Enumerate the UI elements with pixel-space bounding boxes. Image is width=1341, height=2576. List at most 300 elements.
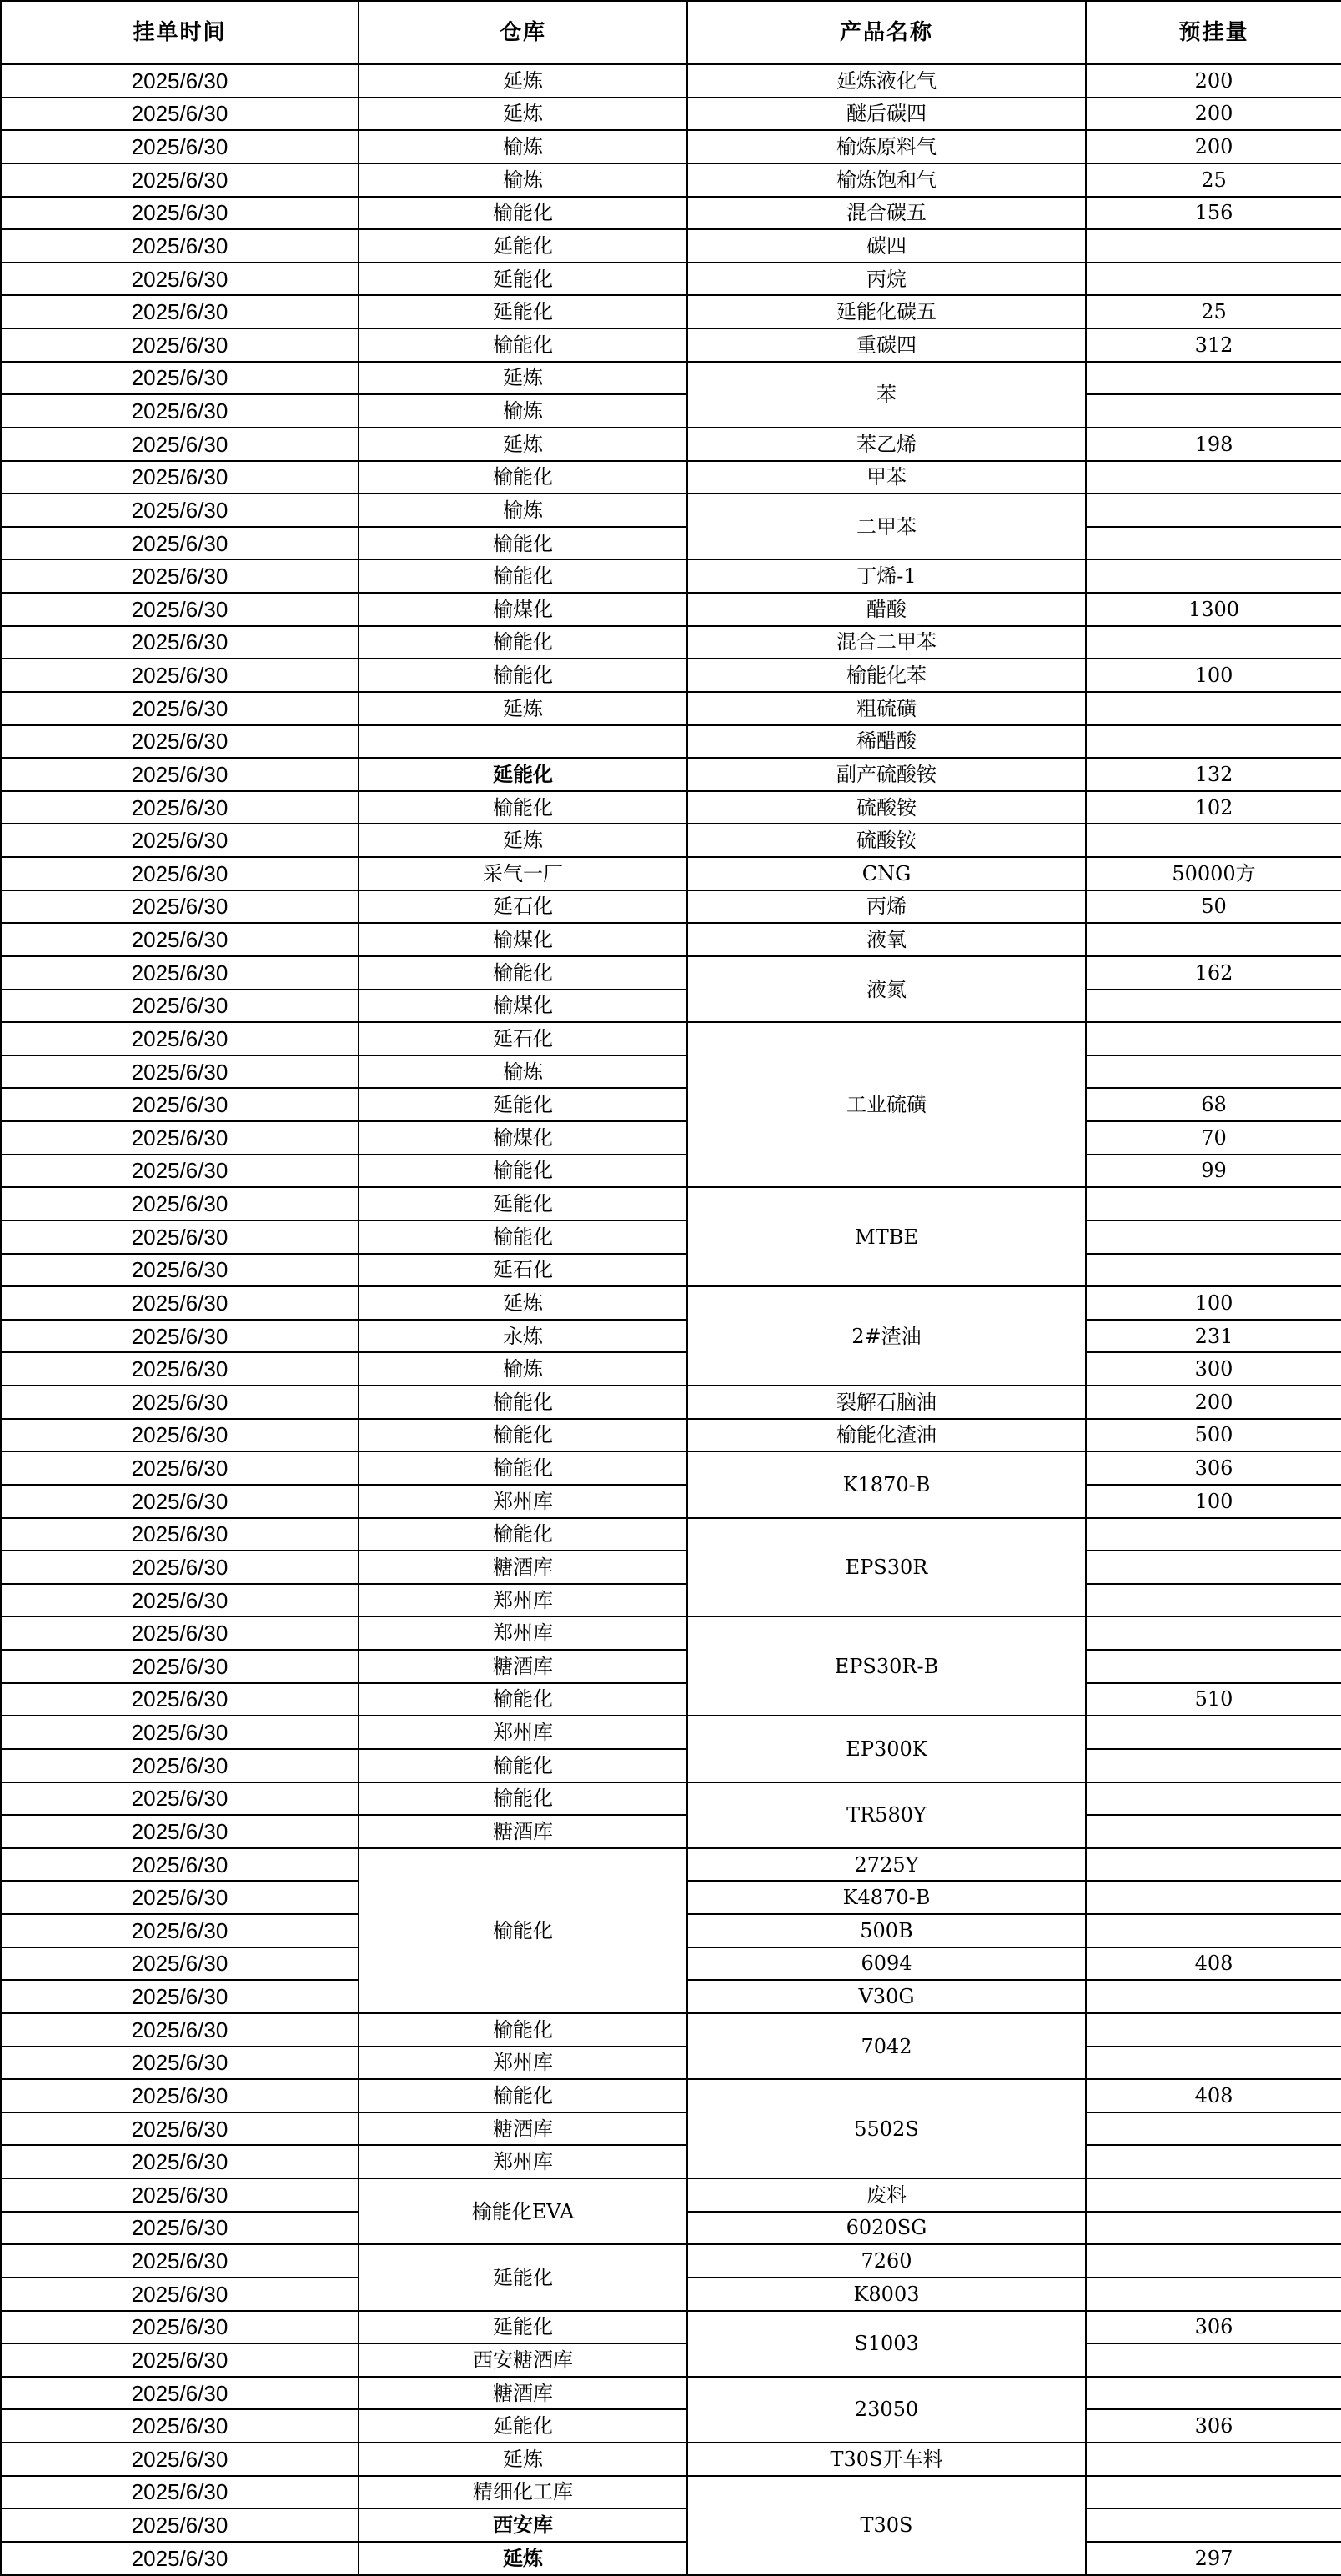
cell-quantity: 408 bbox=[1086, 1947, 1341, 1981]
cell-warehouse: 延能化 bbox=[359, 229, 687, 263]
cell-product: TR580Y bbox=[687, 1782, 1086, 1848]
cell-product: 7260 bbox=[687, 2244, 1086, 2278]
cell-product: 6020SG bbox=[687, 2212, 1086, 2245]
cell-product: CNG bbox=[687, 857, 1086, 890]
cell-warehouse: 糖酒库 bbox=[359, 2112, 687, 2146]
cell-quantity: 200 bbox=[1086, 98, 1341, 131]
table-row bbox=[1, 1716, 1341, 1749]
cell-product: 5502S bbox=[687, 2079, 1086, 2178]
cell-product: 硫酸铵 bbox=[687, 791, 1086, 824]
cell-warehouse: 榆能化 bbox=[359, 559, 687, 593]
cell-warehouse: 榆炼 bbox=[359, 394, 687, 428]
cell-warehouse: 延石化 bbox=[359, 1254, 687, 1287]
table-body bbox=[1, 64, 1341, 2575]
cell-date: 2025/6/30 bbox=[1, 990, 359, 1023]
header-date: 挂单时间 bbox=[1, 1, 359, 64]
table-row bbox=[1, 263, 1341, 296]
cell-quantity bbox=[1086, 1616, 1341, 1650]
cell-warehouse: 榆能化 bbox=[359, 1155, 687, 1188]
cell-warehouse: 榆能化 bbox=[359, 1518, 687, 1551]
cell-quantity bbox=[1086, 1749, 1341, 1782]
cell-quantity bbox=[1086, 2476, 1341, 2509]
cell-warehouse: 采气一厂 bbox=[359, 857, 687, 890]
header-product: 产品名称 bbox=[687, 1, 1086, 64]
cell-date: 2025/6/30 bbox=[1, 2443, 359, 2476]
table-row bbox=[1, 461, 1341, 494]
cell-product: S1003 bbox=[687, 2311, 1086, 2377]
cell-date: 2025/6/30 bbox=[1, 1518, 359, 1551]
table-row bbox=[1, 1518, 1341, 1551]
cell-warehouse: 榆能化 bbox=[359, 1220, 687, 1254]
cell-date: 2025/6/30 bbox=[1, 1386, 359, 1419]
cell-warehouse: 榆煤化 bbox=[359, 593, 687, 626]
cell-warehouse: 榆能化EVA bbox=[359, 2178, 687, 2244]
cell-date: 2025/6/30 bbox=[1, 1551, 359, 1584]
cell-date: 2025/6/30 bbox=[1, 1815, 359, 1848]
cell-date: 2025/6/30 bbox=[1, 229, 359, 263]
cell-product: 延炼液化气 bbox=[687, 64, 1086, 98]
table-row bbox=[1, 1286, 1341, 1320]
cell-quantity bbox=[1086, 1022, 1341, 1055]
cell-warehouse: 西安糖酒库 bbox=[359, 2343, 687, 2377]
cell-date: 2025/6/30 bbox=[1, 428, 359, 461]
cell-product: 碳四 bbox=[687, 229, 1086, 263]
cell-warehouse: 榆能化 bbox=[359, 626, 687, 659]
cell-date: 2025/6/30 bbox=[1, 1881, 359, 1914]
cell-product: 二甲苯 bbox=[687, 494, 1086, 559]
cell-date: 2025/6/30 bbox=[1, 559, 359, 593]
cell-quantity: 408 bbox=[1086, 2079, 1341, 2112]
table-row bbox=[1, 791, 1341, 824]
table-row bbox=[1, 428, 1341, 461]
cell-date: 2025/6/30 bbox=[1, 1088, 359, 1121]
cell-warehouse: 延炼 bbox=[359, 1286, 687, 1320]
cell-warehouse: 郑州库 bbox=[359, 2145, 687, 2178]
cell-product: 混合二甲苯 bbox=[687, 626, 1086, 659]
cell-warehouse: 延炼 bbox=[359, 692, 687, 725]
table-row bbox=[1, 197, 1341, 230]
cell-date: 2025/6/30 bbox=[1, 130, 359, 163]
cell-quantity bbox=[1086, 1716, 1341, 1749]
cell-product: 6094 bbox=[687, 1947, 1086, 1981]
cell-date: 2025/6/30 bbox=[1, 1616, 359, 1650]
cell-date: 2025/6/30 bbox=[1, 328, 359, 362]
cell-product: 副产硫酸铵 bbox=[687, 758, 1086, 791]
cell-quantity: 306 bbox=[1086, 2409, 1341, 2443]
cell-product: 丙烯 bbox=[687, 890, 1086, 924]
cell-product: EPS30R bbox=[687, 1518, 1086, 1617]
cell-warehouse: 榆煤化 bbox=[359, 1121, 687, 1155]
table-row bbox=[1, 2409, 1341, 2443]
cell-quantity: 231 bbox=[1086, 1320, 1341, 1353]
table-row bbox=[1, 1683, 1341, 1716]
cell-warehouse: 延石化 bbox=[359, 890, 687, 924]
cell-quantity: 306 bbox=[1086, 1451, 1341, 1485]
cell-date: 2025/6/30 bbox=[1, 2079, 359, 2112]
cell-quantity bbox=[1086, 2047, 1341, 2080]
cell-date: 2025/6/30 bbox=[1, 857, 359, 890]
cell-date: 2025/6/30 bbox=[1, 1451, 359, 1485]
cell-warehouse: 榆煤化 bbox=[359, 923, 687, 956]
cell-warehouse: 延炼 bbox=[359, 2443, 687, 2476]
cell-warehouse: 榆煤化 bbox=[359, 990, 687, 1023]
cell-product: 500B bbox=[687, 1914, 1086, 1947]
cell-warehouse: 榆能化 bbox=[359, 461, 687, 494]
cell-product: 苯乙烯 bbox=[687, 428, 1086, 461]
cell-date: 2025/6/30 bbox=[1, 1584, 359, 1617]
cell-quantity: 50 bbox=[1086, 890, 1341, 924]
cell-date: 2025/6/30 bbox=[1, 890, 359, 924]
cell-date: 2025/6/30 bbox=[1, 1254, 359, 1287]
cell-quantity bbox=[1086, 1187, 1341, 1220]
table-row bbox=[1, 64, 1341, 98]
cell-warehouse: 延炼 bbox=[359, 98, 687, 131]
cell-quantity bbox=[1086, 527, 1341, 560]
cell-date: 2025/6/30 bbox=[1, 758, 359, 791]
cell-warehouse: 榆能化 bbox=[359, 791, 687, 824]
table-row bbox=[1, 923, 1341, 956]
cell-quantity bbox=[1086, 692, 1341, 725]
cell-product: 混合碳五 bbox=[687, 197, 1086, 230]
cell-warehouse: 郑州库 bbox=[359, 1616, 687, 1650]
cell-product: T30S开车料 bbox=[687, 2443, 1086, 2476]
cell-quantity: 68 bbox=[1086, 1088, 1341, 1121]
cell-product: T30S bbox=[687, 2476, 1086, 2575]
cell-product: 丙烷 bbox=[687, 263, 1086, 296]
cell-date: 2025/6/30 bbox=[1, 1782, 359, 1816]
cell-quantity: 70 bbox=[1086, 1121, 1341, 1155]
cell-warehouse: 榆炼 bbox=[359, 163, 687, 197]
cell-quantity bbox=[1086, 1914, 1341, 1947]
cell-warehouse: 榆能化 bbox=[359, 1848, 687, 2013]
table-row bbox=[1, 1088, 1341, 1121]
cell-product: MTBE bbox=[687, 1187, 1086, 1286]
cell-warehouse: 精细化工库 bbox=[359, 2476, 687, 2509]
cell-product: 丁烯-1 bbox=[687, 559, 1086, 593]
table-row bbox=[1, 98, 1341, 131]
cell-product: 粗硫磺 bbox=[687, 692, 1086, 725]
cell-date: 2025/6/30 bbox=[1, 1980, 359, 2013]
cell-warehouse: 延能化 bbox=[359, 1187, 687, 1220]
header-quantity: 预挂量 bbox=[1086, 1, 1341, 64]
cell-quantity bbox=[1086, 1220, 1341, 1254]
cell-date: 2025/6/30 bbox=[1, 1650, 359, 1683]
table-row bbox=[1, 1616, 1341, 1650]
table-row bbox=[1, 295, 1341, 328]
cell-product: 榆能化渣油 bbox=[687, 1419, 1086, 1452]
cell-quantity bbox=[1086, 2278, 1341, 2311]
cell-warehouse: 榆炼 bbox=[359, 494, 687, 527]
cell-warehouse: 延能化 bbox=[359, 295, 687, 328]
table-row bbox=[1, 1352, 1341, 1386]
cell-warehouse bbox=[359, 725, 687, 759]
cell-date: 2025/6/30 bbox=[1, 362, 359, 395]
cell-quantity bbox=[1086, 1584, 1341, 1617]
cell-date: 2025/6/30 bbox=[1, 2047, 359, 2080]
cell-date: 2025/6/30 bbox=[1, 791, 359, 824]
cell-warehouse: 榆能化 bbox=[359, 1683, 687, 1716]
cell-warehouse: 榆能化 bbox=[359, 197, 687, 230]
table-row bbox=[1, 1815, 1341, 1848]
table-row bbox=[1, 1155, 1341, 1188]
cell-warehouse: 延能化 bbox=[359, 263, 687, 296]
cell-date: 2025/6/30 bbox=[1, 527, 359, 560]
table-row bbox=[1, 362, 1341, 395]
cell-warehouse: 延能化 bbox=[359, 2409, 687, 2443]
cell-warehouse: 延能化 bbox=[359, 758, 687, 791]
table-row bbox=[1, 1650, 1341, 1683]
table-row bbox=[1, 956, 1341, 990]
cell-date: 2025/6/30 bbox=[1, 163, 359, 197]
table-row bbox=[1, 1254, 1341, 1287]
cell-warehouse: 郑州库 bbox=[359, 1716, 687, 1749]
table-row bbox=[1, 130, 1341, 163]
cell-product: EPS30R-B bbox=[687, 1616, 1086, 1716]
cell-quantity: 500 bbox=[1086, 1419, 1341, 1452]
table-row bbox=[1, 2343, 1341, 2377]
cell-product: EP300K bbox=[687, 1716, 1086, 1782]
cell-product: 硫酸铵 bbox=[687, 824, 1086, 857]
table-row bbox=[1, 1749, 1341, 1782]
cell-warehouse: 榆能化 bbox=[359, 1419, 687, 1452]
cell-warehouse: 榆炼 bbox=[359, 1055, 687, 1089]
table-row bbox=[1, 626, 1341, 659]
cell-product: 7042 bbox=[687, 2013, 1086, 2079]
cell-date: 2025/6/30 bbox=[1, 692, 359, 725]
cell-date: 2025/6/30 bbox=[1, 725, 359, 759]
cell-product: 醚后碳四 bbox=[687, 98, 1086, 131]
cell-warehouse: 郑州库 bbox=[359, 1485, 687, 1518]
cell-date: 2025/6/30 bbox=[1, 923, 359, 956]
table-row bbox=[1, 2311, 1341, 2344]
table-row bbox=[1, 1485, 1341, 1518]
cell-quantity bbox=[1086, 1815, 1341, 1848]
cell-quantity bbox=[1086, 626, 1341, 659]
cell-date: 2025/6/30 bbox=[1, 2542, 359, 2575]
cell-product: 液氮 bbox=[687, 956, 1086, 1022]
cell-quantity: 300 bbox=[1086, 1352, 1341, 1386]
cell-warehouse: 榆炼 bbox=[359, 1352, 687, 1386]
table-row bbox=[1, 725, 1341, 759]
cell-quantity: 99 bbox=[1086, 1155, 1341, 1188]
cell-date: 2025/6/30 bbox=[1, 2013, 359, 2047]
cell-product: K1870-B bbox=[687, 1451, 1086, 1517]
cell-warehouse: 榆能化 bbox=[359, 1782, 687, 1816]
cell-date: 2025/6/30 bbox=[1, 461, 359, 494]
cell-product: 23050 bbox=[687, 2377, 1086, 2443]
cell-quantity bbox=[1086, 263, 1341, 296]
table-row bbox=[1, 559, 1341, 593]
cell-product: 液氧 bbox=[687, 923, 1086, 956]
cell-quantity bbox=[1086, 494, 1341, 527]
cell-date: 2025/6/30 bbox=[1, 1352, 359, 1386]
table-row bbox=[1, 857, 1341, 890]
cell-date: 2025/6/30 bbox=[1, 64, 359, 98]
cell-warehouse: 糖酒库 bbox=[359, 1650, 687, 1683]
cell-date: 2025/6/30 bbox=[1, 2476, 359, 2509]
table-row bbox=[1, 2145, 1341, 2178]
cell-product: 榆能化苯 bbox=[687, 659, 1086, 692]
cell-warehouse: 榆能化 bbox=[359, 2013, 687, 2047]
cell-quantity bbox=[1086, 2508, 1341, 2542]
cell-date: 2025/6/30 bbox=[1, 1187, 359, 1220]
cell-quantity bbox=[1086, 2013, 1341, 2047]
cell-quantity bbox=[1086, 1782, 1341, 1816]
cell-warehouse: 榆能化 bbox=[359, 2079, 687, 2112]
cell-date: 2025/6/30 bbox=[1, 1716, 359, 1749]
cell-quantity: 102 bbox=[1086, 791, 1341, 824]
cell-quantity: 1300 bbox=[1086, 593, 1341, 626]
cell-warehouse: 榆能化 bbox=[359, 1749, 687, 1782]
cell-quantity bbox=[1086, 1055, 1341, 1089]
cell-date: 2025/6/30 bbox=[1, 2178, 359, 2212]
cell-warehouse: 糖酒库 bbox=[359, 1815, 687, 1848]
table-row bbox=[1, 593, 1341, 626]
cell-date: 2025/6/30 bbox=[1, 295, 359, 328]
cell-quantity: 100 bbox=[1086, 1485, 1341, 1518]
cell-product: 工业硫磺 bbox=[687, 1022, 1086, 1187]
cell-quantity: 25 bbox=[1086, 163, 1341, 197]
table-row bbox=[1, 1848, 1341, 1882]
cell-quantity: 312 bbox=[1086, 328, 1341, 362]
cell-warehouse: 西安库 bbox=[359, 2508, 687, 2542]
cell-warehouse: 榆能化 bbox=[359, 1451, 687, 1485]
cell-quantity bbox=[1086, 923, 1341, 956]
cell-warehouse: 糖酒库 bbox=[359, 2377, 687, 2410]
cell-quantity: 156 bbox=[1086, 197, 1341, 230]
cell-quantity bbox=[1086, 1650, 1341, 1683]
cell-quantity bbox=[1086, 2212, 1341, 2245]
cell-warehouse: 榆能化 bbox=[359, 328, 687, 362]
table-row bbox=[1, 163, 1341, 197]
cell-warehouse: 延炼 bbox=[359, 428, 687, 461]
cell-date: 2025/6/30 bbox=[1, 1947, 359, 1981]
table-row bbox=[1, 2112, 1341, 2146]
table-row bbox=[1, 1451, 1341, 1485]
cell-product: 重碳四 bbox=[687, 328, 1086, 362]
table-row bbox=[1, 527, 1341, 560]
cell-product: 2725Y bbox=[687, 1848, 1086, 1882]
cell-date: 2025/6/30 bbox=[1, 2343, 359, 2377]
cell-quantity: 200 bbox=[1086, 130, 1341, 163]
table-row bbox=[1, 1320, 1341, 1353]
cell-warehouse: 延炼 bbox=[359, 2542, 687, 2575]
cell-date: 2025/6/30 bbox=[1, 1914, 359, 1947]
table-row bbox=[1, 229, 1341, 263]
cell-date: 2025/6/30 bbox=[1, 1485, 359, 1518]
table-row bbox=[1, 2443, 1341, 2476]
cell-quantity: 132 bbox=[1086, 758, 1341, 791]
table-row bbox=[1, 890, 1341, 924]
cell-product: 甲苯 bbox=[687, 461, 1086, 494]
cell-warehouse: 郑州库 bbox=[359, 1584, 687, 1617]
cell-warehouse: 延石化 bbox=[359, 1022, 687, 1055]
cell-quantity bbox=[1086, 1980, 1341, 2013]
cell-warehouse: 榆能化 bbox=[359, 1386, 687, 1419]
table-row bbox=[1, 2244, 1341, 2278]
cell-quantity bbox=[1086, 229, 1341, 263]
cell-quantity bbox=[1086, 362, 1341, 395]
cell-quantity: 162 bbox=[1086, 956, 1341, 990]
cell-warehouse: 延能化 bbox=[359, 2244, 687, 2310]
cell-date: 2025/6/30 bbox=[1, 2508, 359, 2542]
cell-quantity bbox=[1086, 461, 1341, 494]
cell-date: 2025/6/30 bbox=[1, 2145, 359, 2178]
cell-quantity: 510 bbox=[1086, 1683, 1341, 1716]
table-row bbox=[1, 659, 1341, 692]
cell-date: 2025/6/30 bbox=[1, 824, 359, 857]
cell-date: 2025/6/30 bbox=[1, 494, 359, 527]
table-row bbox=[1, 692, 1341, 725]
table-row bbox=[1, 1055, 1341, 1089]
cell-date: 2025/6/30 bbox=[1, 659, 359, 692]
table-row bbox=[1, 1584, 1341, 1617]
table-row bbox=[1, 2377, 1341, 2410]
cell-date: 2025/6/30 bbox=[1, 1155, 359, 1188]
cell-date: 2025/6/30 bbox=[1, 98, 359, 131]
cell-date: 2025/6/30 bbox=[1, 2212, 359, 2245]
cell-warehouse: 延炼 bbox=[359, 824, 687, 857]
cell-date: 2025/6/30 bbox=[1, 593, 359, 626]
cell-product: K4870-B bbox=[687, 1881, 1086, 1914]
cell-quantity: 100 bbox=[1086, 1286, 1341, 1320]
cell-quantity bbox=[1086, 2145, 1341, 2178]
table-row bbox=[1, 1782, 1341, 1816]
table-row bbox=[1, 2013, 1341, 2047]
cell-date: 2025/6/30 bbox=[1, 1055, 359, 1089]
table-row bbox=[1, 2476, 1341, 2509]
table-row bbox=[1, 2079, 1341, 2112]
table-row bbox=[1, 1220, 1341, 1254]
cell-date: 2025/6/30 bbox=[1, 956, 359, 990]
cell-quantity bbox=[1086, 990, 1341, 1023]
table-row bbox=[1, 394, 1341, 428]
cell-product: 榆炼原料气 bbox=[687, 130, 1086, 163]
cell-date: 2025/6/30 bbox=[1, 1286, 359, 1320]
cell-warehouse: 郑州库 bbox=[359, 2047, 687, 2080]
cell-date: 2025/6/30 bbox=[1, 1848, 359, 1882]
cell-date: 2025/6/30 bbox=[1, 2311, 359, 2344]
cell-date: 2025/6/30 bbox=[1, 1749, 359, 1782]
table-row bbox=[1, 328, 1341, 362]
cell-date: 2025/6/30 bbox=[1, 197, 359, 230]
cell-quantity bbox=[1086, 2178, 1341, 2212]
cell-warehouse: 榆能化 bbox=[359, 659, 687, 692]
table-row bbox=[1, 2047, 1341, 2080]
table-row bbox=[1, 2178, 1341, 2212]
cell-warehouse: 榆炼 bbox=[359, 130, 687, 163]
cell-quantity bbox=[1086, 1254, 1341, 1287]
cell-product: 榆炼饱和气 bbox=[687, 163, 1086, 197]
cell-quantity bbox=[1086, 394, 1341, 428]
cell-product: K8003 bbox=[687, 2278, 1086, 2311]
cell-date: 2025/6/30 bbox=[1, 2244, 359, 2278]
cell-quantity: 100 bbox=[1086, 659, 1341, 692]
cell-quantity bbox=[1086, 725, 1341, 759]
cell-date: 2025/6/30 bbox=[1, 1320, 359, 1353]
cell-date: 2025/6/30 bbox=[1, 1121, 359, 1155]
table-row bbox=[1, 1419, 1341, 1452]
cell-quantity bbox=[1086, 2377, 1341, 2410]
table-row bbox=[1, 824, 1341, 857]
cell-quantity bbox=[1086, 2343, 1341, 2377]
header-row bbox=[1, 1, 1341, 64]
cell-quantity bbox=[1086, 559, 1341, 593]
cell-date: 2025/6/30 bbox=[1, 2409, 359, 2443]
cell-product: 稀醋酸 bbox=[687, 725, 1086, 759]
cell-warehouse: 糖酒库 bbox=[359, 1551, 687, 1584]
table-row bbox=[1, 1187, 1341, 1220]
